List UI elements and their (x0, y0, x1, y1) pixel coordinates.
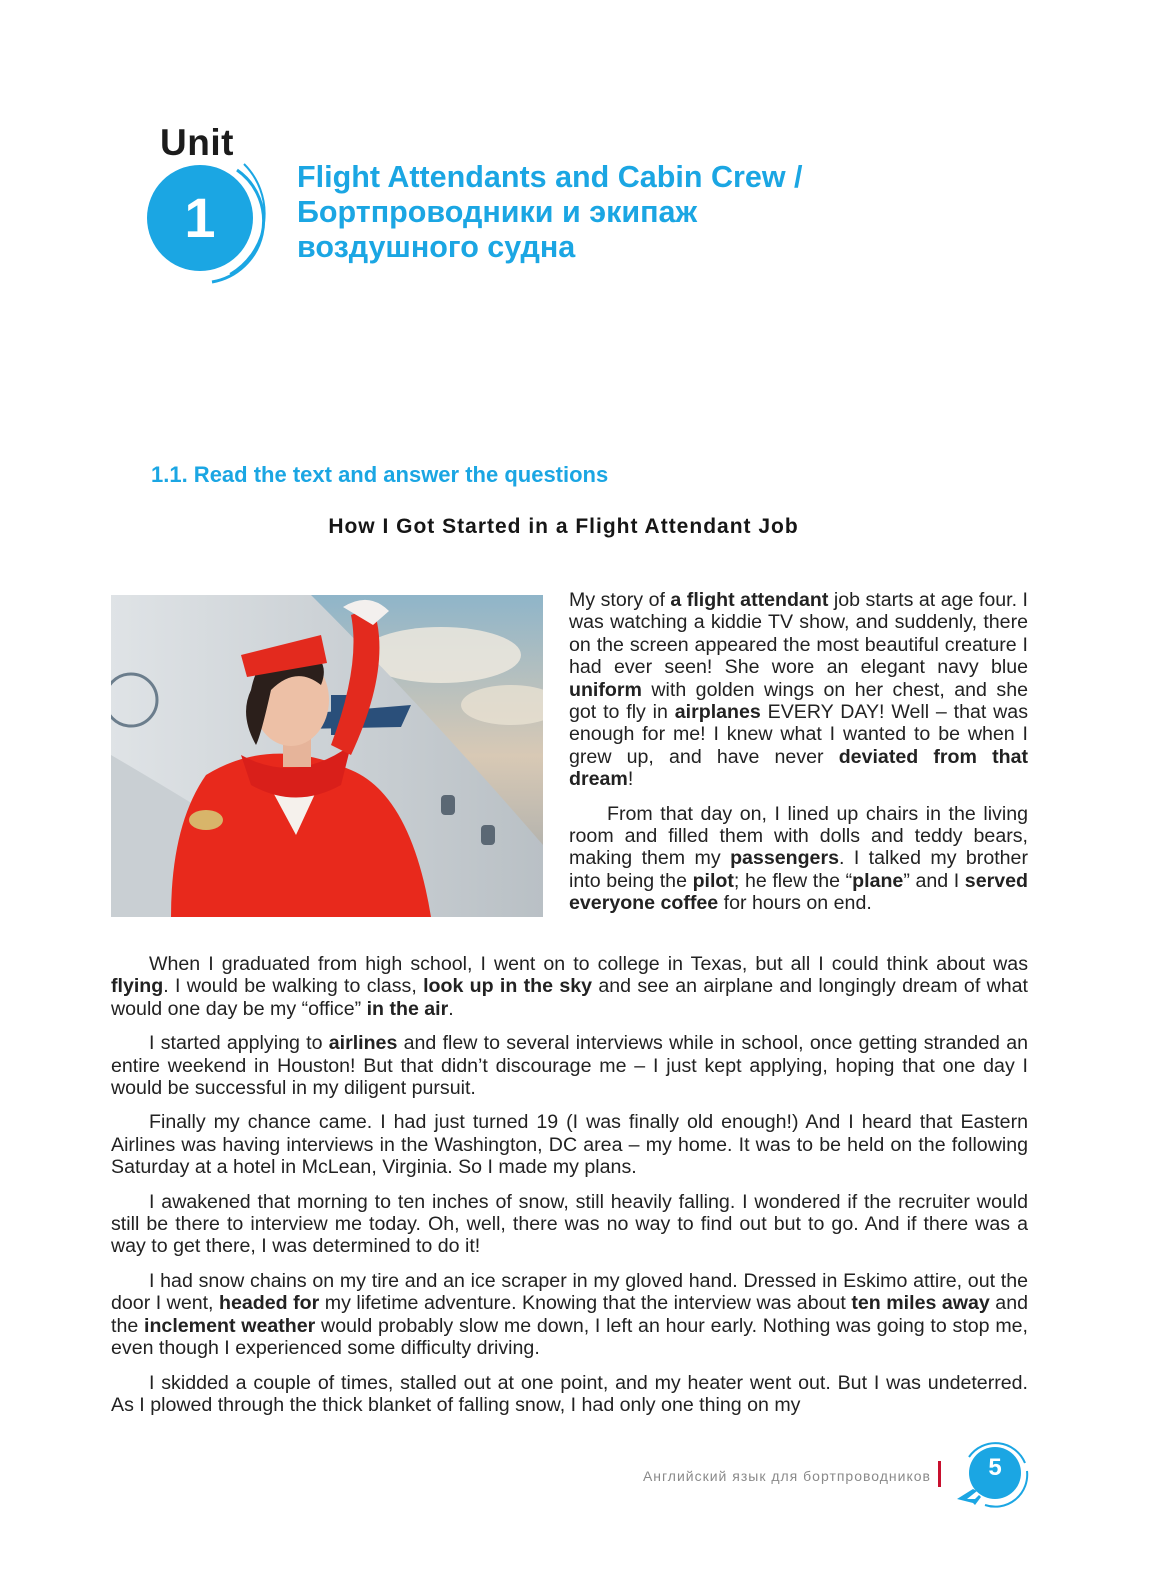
section-heading: 1.1. Read the text and answer the questions (151, 462, 609, 487)
flight-attendant-photo (111, 595, 543, 917)
article-side-text (569, 589, 1028, 927)
article-paragraph: When I graduated from high school, I went on to college in Texas, but all I could think about was flying. I would be walking to class, look up in the sky and see an airplane and longingly dream of what would one day be my “office” in the air. (111, 953, 1028, 1020)
article-paragraph: Finally my chance came. I had just turned 19 (I was finally old enough!) And I heard that Eastern Airlines was having interviews in the Washington, DC area – my home. It was to be held on the following Saturday at a hotel in McLean, Virginia. So I made my plans. (111, 1111, 1028, 1179)
key-term: inclement weather (144, 1314, 316, 1337)
unit-label: Unit (160, 122, 234, 163)
article-paragraph: My story of a flight attendant job starts at age four. I was watching a kiddie TV show, and suddenly, there on the screen appeared the most beautiful creature I had ever seen! She wore an elegant navy blue uniform with golden wings on her chest, and she got to fly in airplanes EVERY DAY! Well – that was enough for me! I knew what I wanted to be when I grew up, and have never deviated from that dream! (569, 589, 1029, 791)
key-term: served everyone coffee (569, 869, 1028, 915)
article-body-text (111, 953, 1028, 1428)
unit-title-line: воздушного судна (297, 230, 576, 264)
key-term: ten miles away (851, 1292, 990, 1315)
unit-title (297, 160, 997, 265)
page-number: 5 (988, 1454, 1002, 1481)
article-paragraph: I started applying to airlines and flew to several interviews while in school, once getting stranded an entire weekend in Houston! But that didn’t discourage me – I just kept applying, hoping that one day I would be successful in my diligent pursuit. (111, 1032, 1028, 1100)
key-term: headed for (219, 1292, 320, 1315)
article-paragraph: I awakened that morning to ten inches of snow, still heavily falling. I wondered if the recruiter would still be there to interview me today. Oh, well, there was no way to find out but to go. And if there was a way to get there, I was determined to do it! (111, 1190, 1028, 1258)
unit-title-line: Flight Attendants and Cabin Crew / (297, 160, 803, 194)
key-term: airlines (328, 1032, 398, 1055)
article-paragraph: I had snow chains on my tire and an ice scraper in my gloved hand. Dressed in Eskimo attire, out the door I went, headed for my lifetime adventure. Knowing that the interview was about ten miles away and the inclement weather would probably slow me down, I left an hour early. Nothing was going to stop me, even though I experienced some difficulty driving. (111, 1269, 1028, 1360)
key-term: plane (852, 869, 904, 892)
key-term: a flight attendant (670, 589, 829, 611)
article-paragraph: I skidded a couple of times, stalled out at one point, and my heater went out. But I was undeterred. As I plowed through the thick blanket of falling snow, I had only one thing on my (111, 1371, 1028, 1416)
key-term: uniform (569, 678, 642, 701)
key-term: deviated from that dream (569, 745, 1028, 791)
footer-divider (938, 1461, 941, 1487)
unit-number-badge (142, 162, 272, 288)
article-title: How I Got Started in a Flight Attendant Job (328, 515, 799, 538)
unit-number: 1 (184, 186, 216, 249)
key-term: passengers (730, 847, 839, 870)
key-term: pilot (692, 869, 734, 892)
article-paragraph: From that day on, I lined up chairs in the living room and filled them with dolls and teddy bears, making them my passengers. I talked my brother into being the pilot; he flew the “plane” and I served everyone coffee for hours on end. (569, 802, 1028, 915)
key-term: airplanes (674, 701, 761, 724)
key-term: flying (111, 975, 164, 998)
key-term: in the air (366, 997, 449, 1020)
footer-book-title: Английский язык для бортпроводников (642, 1468, 931, 1484)
unit-title-line: Бортпроводники и экипаж (297, 195, 698, 229)
key-term: look up in the sky (423, 975, 593, 998)
